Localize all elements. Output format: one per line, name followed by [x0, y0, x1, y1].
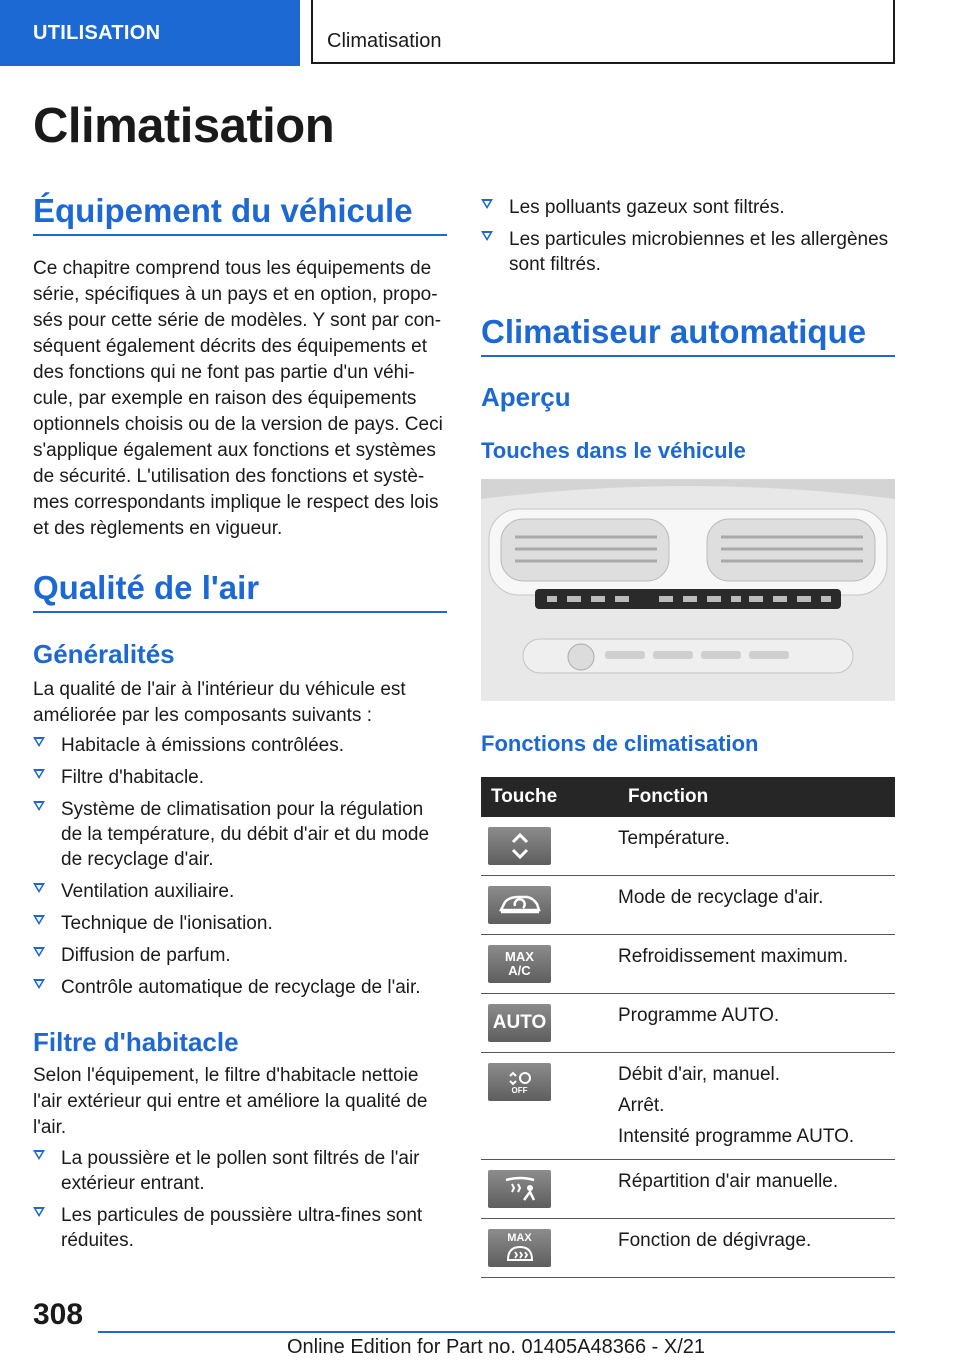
table-row: [481, 994, 895, 1053]
edition-footer: Online Edition for Part no. 01405A48366 - X/21: [286, 1336, 706, 1358]
list-item: La poussière et le pollen sont filtrés de l'air extérieur entrant.: [33, 1146, 447, 1196]
function-text: Répartition d'air manuelle.: [618, 1171, 839, 1192]
function-text: Intensité programme AUTO.: [618, 1126, 855, 1147]
max-ac-icon: MAX A/C: [488, 945, 551, 983]
bullet-icon: [33, 1150, 45, 1160]
max-defrost-icon: MAX: [488, 1229, 551, 1267]
list-item: Technique de l'ionisation.: [33, 911, 447, 936]
list-item: Habitacle à émissions contrôlées.: [33, 733, 447, 758]
vehicle-equipment-text: Ce chapitre comprend tous les équipements de série, spécifiques à un pays et en option, propo-sés pour cette série de modèles. Y sont par con-séquent également décrits des équipements et des fonctions qui ne font pas partie d'un véhi-cule, par exemple en raison des équipements optionnels choisis ou de la version de pays. Ceci s'applique également aux fonctions et systèmes de sécurité. L'utilisation des fonctions et systè-mes correspondants implique le respect des lois et des règlements en vigueur.: [33, 258, 443, 539]
heading-vehicle-equipment: Équipement du véhicule: [33, 192, 447, 236]
auto-program-icon: AUTO: [488, 1004, 551, 1042]
cabin-filter-list-continued: [481, 195, 895, 284]
heading-cabin-filter: Filtre d'habitacle: [33, 1027, 239, 1057]
bullet-icon: [33, 1207, 45, 1217]
heading-general: Généralités: [33, 639, 175, 669]
air-quality-list: [33, 733, 447, 1007]
temperature-arrows-icon: [488, 827, 551, 865]
footer-divider: [98, 1331, 895, 1333]
bullet-icon: [33, 769, 45, 779]
bullet-icon: [481, 199, 493, 209]
function-text: Arrêt.: [618, 1095, 665, 1116]
page-header: [0, 0, 960, 66]
page-tab: Climatisation: [311, 0, 895, 64]
table-row: [481, 1219, 895, 1278]
table-row: [481, 1053, 895, 1160]
heading-overview: Aperçu: [481, 382, 571, 412]
bullet-icon: [33, 737, 45, 747]
column-header-key: Touche: [481, 777, 618, 817]
function-text: Mode de recyclage d'air.: [618, 887, 824, 908]
table-row: [481, 1160, 895, 1219]
cabin-filter-list: [33, 1146, 447, 1260]
page-number: 308: [33, 1298, 84, 1331]
bullet-icon: [33, 947, 45, 957]
heading-buttons-in-vehicle: Touches dans le véhicule: [481, 438, 746, 463]
list-item: Diffusion de parfum.: [33, 943, 447, 968]
heading-automatic-ac: Climatiseur automatique: [481, 313, 895, 357]
list-item: Les particules microbiennes et les allergènes sont filtrés.: [481, 227, 895, 277]
page-title: Climatisation: [33, 99, 335, 153]
bullet-icon: [33, 915, 45, 925]
heading-ac-functions: Fonctions de climatisation: [481, 731, 759, 756]
dashboard-photo: [481, 479, 895, 701]
bullet-icon: [33, 883, 45, 893]
bullet-icon: [481, 231, 493, 241]
section-tab[interactable]: UTILISATION: [0, 0, 300, 66]
list-item: Les polluants gazeux sont filtrés.: [481, 195, 895, 220]
list-item: Les particules de poussière ultra-fines sont réduites.: [33, 1203, 447, 1253]
table-row: [481, 817, 895, 876]
column-header-function: Fonction: [618, 777, 895, 817]
fan-speed-icon: OFF: [488, 1063, 551, 1101]
table-row: [481, 935, 895, 994]
ac-functions-table: [481, 777, 895, 1278]
air-distribution-icon: [488, 1170, 551, 1208]
cabin-filter-text: Selon l'équipement, le filtre d'habitacle nettoie l'air extérieur qui entre et améliore la qualité de l'air.: [33, 1065, 428, 1138]
list-item: Filtre d'habitacle.: [33, 765, 447, 790]
function-text: Fonction de dégivrage.: [618, 1230, 812, 1251]
function-text: Température.: [618, 828, 730, 849]
table-row: [481, 876, 895, 935]
list-item: Ventilation auxiliaire.: [33, 879, 447, 904]
dashboard-illustration: [481, 479, 895, 701]
list-item: Contrôle automatique de recyclage de l'air.: [33, 975, 447, 1000]
bullet-icon: [33, 979, 45, 989]
bullet-icon: [33, 801, 45, 811]
heading-air-quality: Qualité de l'air: [33, 569, 447, 613]
general-text: La qualité de l'air à l'intérieur du véhicule est améliorée par les composants suivants :: [33, 679, 406, 726]
function-text: Débit d'air, manuel.: [618, 1064, 781, 1085]
table-header-row: [481, 777, 895, 817]
list-item: Système de climatisation pour la régulation de la température, du débit d'air et du mode de recyclage d'air.: [33, 797, 447, 872]
function-text: Programme AUTO.: [618, 1005, 780, 1026]
function-text: Refroidissement maximum.: [618, 946, 849, 967]
air-recirculation-icon: [488, 886, 551, 924]
